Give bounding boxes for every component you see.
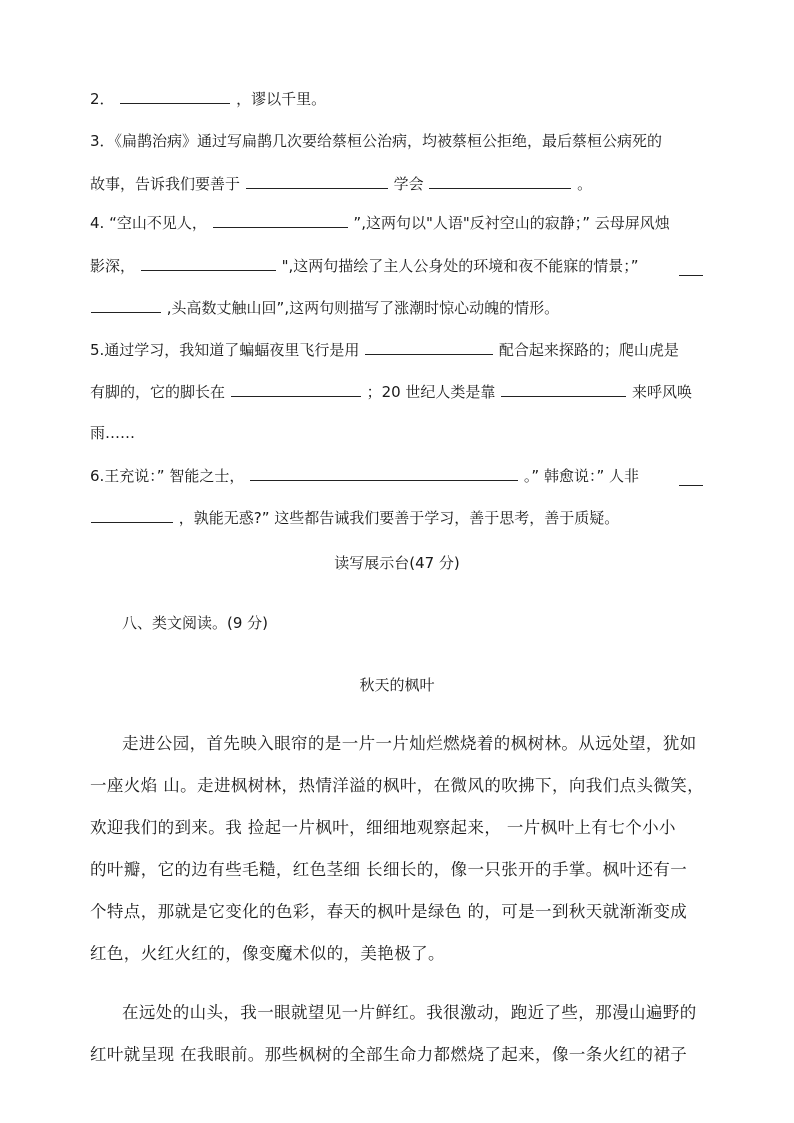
passage-line: 个特点，那就是它变化的色彩，春天的枫叶是绿色 的，可是一到秋天就渐渐变成 [90,902,688,921]
question-4-text: ,头高数丈触山回”,这两句则描写了涨潮时惊心动魄的情形。 [166,299,560,317]
passage-line: 走进公园，首先映入眼帘的是一片一片灿烂燃烧着的枫树林。从远处望，犹如 [122,734,697,753]
answer-blank[interactable] [501,381,626,397]
part-8-heading: 八、类文阅读。(9 分) [122,614,269,632]
question-3-line-1: 3．《扁鹊治病》通过写扁鹊几次要给蔡桓公治病，均被蔡桓公拒绝，最后蔡桓公病死的 [90,132,663,150]
question-5-line-1 [90,339,679,360]
answer-blank[interactable] [213,212,348,228]
question-5-line-3: 雨…… [90,424,136,442]
question-4-line-2 [90,255,639,276]
passage-line: 红色，火红火红的，像变魔术似的，美艳极了。 [90,944,445,963]
question-6-text: ，孰能无惑?” 这些都告诫我们要善于学习，善于思考，善于质疑。 [178,509,620,527]
question-3-text: 故事，告诉我们要善于 [90,175,241,193]
answer-blank[interactable] [141,255,276,271]
answer-blank[interactable] [365,339,493,355]
question-4-text: 4. “空山不见人， [90,214,207,232]
answer-blank[interactable] [246,173,388,189]
question-5-text: ；20 世纪人类是靠 [366,383,496,401]
answer-blank[interactable] [250,465,518,481]
answer-blank[interactable] [429,173,571,189]
question-4-line-1 [90,212,670,233]
question-4-line-3 [90,297,559,318]
question-5-text: 配合起来探路的；爬山虎是 [498,341,679,359]
answer-blank[interactable] [679,470,703,486]
question-5-text: 有脚的，它的脚长在 [90,383,226,401]
question-2-text: ，谬以千里。 [236,90,327,108]
answer-blank[interactable] [679,260,703,276]
passage-line: 的叶瓣，它的边有些毛糙，红色茎细 长细长的，像一只张开的手掌。枫叶还有一 [90,860,688,879]
question-3-text: 。 [577,175,593,193]
question-6-text: 6.王充说：” 智能之士， [90,467,245,485]
passage-line: 欢迎我们的到来。我 捡起一片枫叶，细细地观察起来， 一片枫叶上有七个小小 [90,818,676,837]
passage-line: 一座火焰 山。走进枫树林，热情洋溢的枫叶，在微风的吹拂下，向我们点头微笑， [90,776,705,795]
question-5-text: 来呼风唤 [632,383,693,401]
question-2 [90,88,326,109]
question-4-text: ",这两句描绘了主人公身处的环境和夜不能寐的情景；” [281,257,639,275]
passage-line: 在远处的山头，我一眼就望见一片鲜红。我很激动，跑近了些，那漫山遍野的 [122,1003,697,1022]
answer-blank[interactable] [231,381,361,397]
passage-line: 红叶就呈现 在我眼前。那些枫树的全部生命力都燃烧了起来，像一条火红的裙子 [90,1045,688,1064]
question-6-text: 。” 韩愈说：” 人非 [523,467,640,485]
question-6-line-1 [90,465,639,486]
answer-blank[interactable] [91,297,161,313]
question-4-text: 影深， [90,257,136,275]
answer-blank[interactable] [120,88,230,104]
passage-title: 秋天的枫叶 [359,676,435,694]
question-6-line-2 [90,507,619,528]
question-5-text: 5.通过学习，我知道了蝙蝠夜里飞行是用 [90,341,360,359]
section-title: 读写展示台(47 分) [334,554,460,572]
question-5-line-2 [90,381,692,402]
question-3-text: 学会 [393,175,424,193]
answer-blank[interactable] [91,507,173,523]
question-2-number: 2． [90,90,115,108]
question-4-text: ”,这两句以"人语"反衬空山的寂静；” 云母屏风烛 [353,214,670,232]
question-3-line-2 [90,173,592,194]
